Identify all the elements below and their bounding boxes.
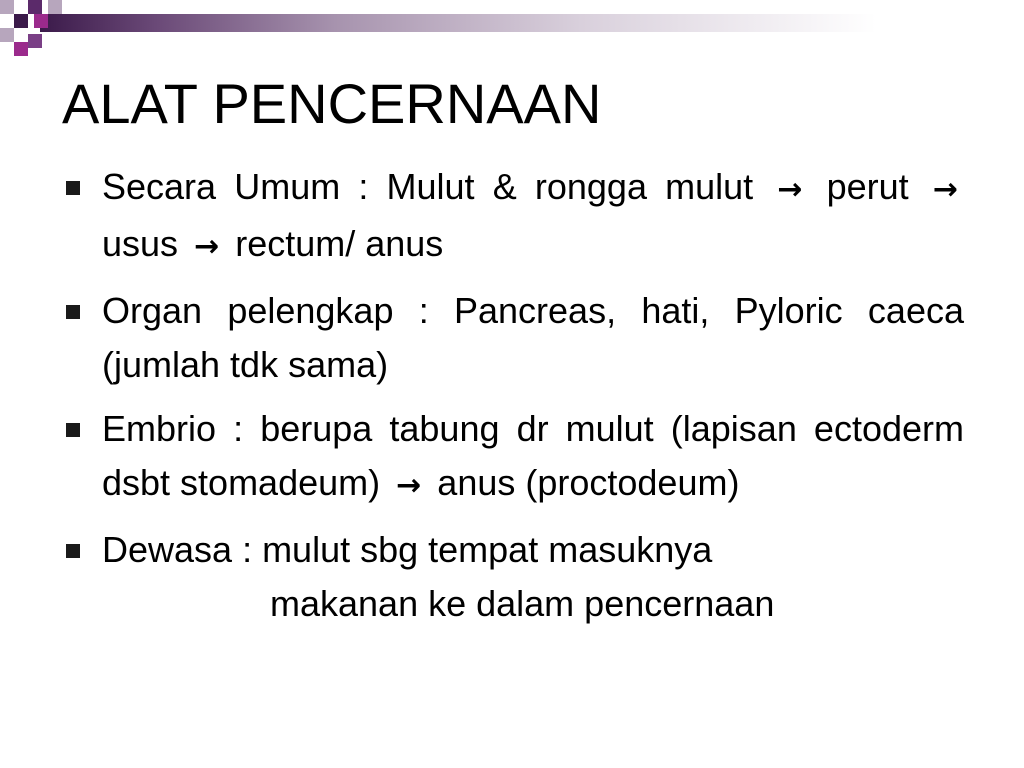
bullet-2-text: Organ pelengkap : Pancreas, hati, Pyloric caeca (jumlah tdk sama) xyxy=(102,290,964,385)
bullet-item-1 xyxy=(60,160,964,274)
bullet-square-icon xyxy=(66,544,80,558)
arrow-right-icon: → xyxy=(932,172,958,207)
decor-square-6 xyxy=(0,28,14,42)
bullet-square-icon xyxy=(66,423,80,437)
decor-square-8 xyxy=(14,42,28,56)
decor-square-4 xyxy=(14,14,28,28)
bullet-square-icon xyxy=(66,305,80,319)
bullet-1-part-1: Secara Umum : Mulut & rongga mulut xyxy=(102,166,754,207)
bullet-square-icon xyxy=(66,181,80,195)
slide-title: ALAT PENCERNAAN xyxy=(62,72,602,135)
bullet-1-part-4: rectum/ anus xyxy=(235,223,444,264)
arrow-right-icon: → xyxy=(194,229,220,264)
bullet-item-4 xyxy=(60,523,964,631)
bullet-1-part-2: perut xyxy=(826,166,909,207)
decor-square-3 xyxy=(48,0,62,14)
arrow-right-icon: → xyxy=(396,468,422,503)
decor-square-1 xyxy=(0,0,14,14)
decor-square-7 xyxy=(28,34,42,48)
header-gradient-bar xyxy=(40,14,1024,32)
decor-square-5 xyxy=(34,14,48,28)
bullet-list xyxy=(60,160,964,641)
bullet-4-line-2: makanan ke dalam pencernaan xyxy=(270,583,775,624)
arrow-right-icon: → xyxy=(777,172,803,207)
bullet-3-part-2: anus (proctodeum) xyxy=(437,462,740,503)
decor-square-2 xyxy=(28,0,42,14)
bullet-4-line-1: Dewasa : mulut sbg tempat masuknya xyxy=(102,529,713,570)
bullet-item-2 xyxy=(60,284,964,392)
bullet-3-part-1: Embrio : berupa tabung dr mulut (lapisan ectoderm dsbt stomadeum) xyxy=(102,408,964,503)
header-decoration xyxy=(0,14,1024,32)
bullet-1-part-3: usus xyxy=(102,223,179,264)
bullet-item-3 xyxy=(60,402,964,513)
